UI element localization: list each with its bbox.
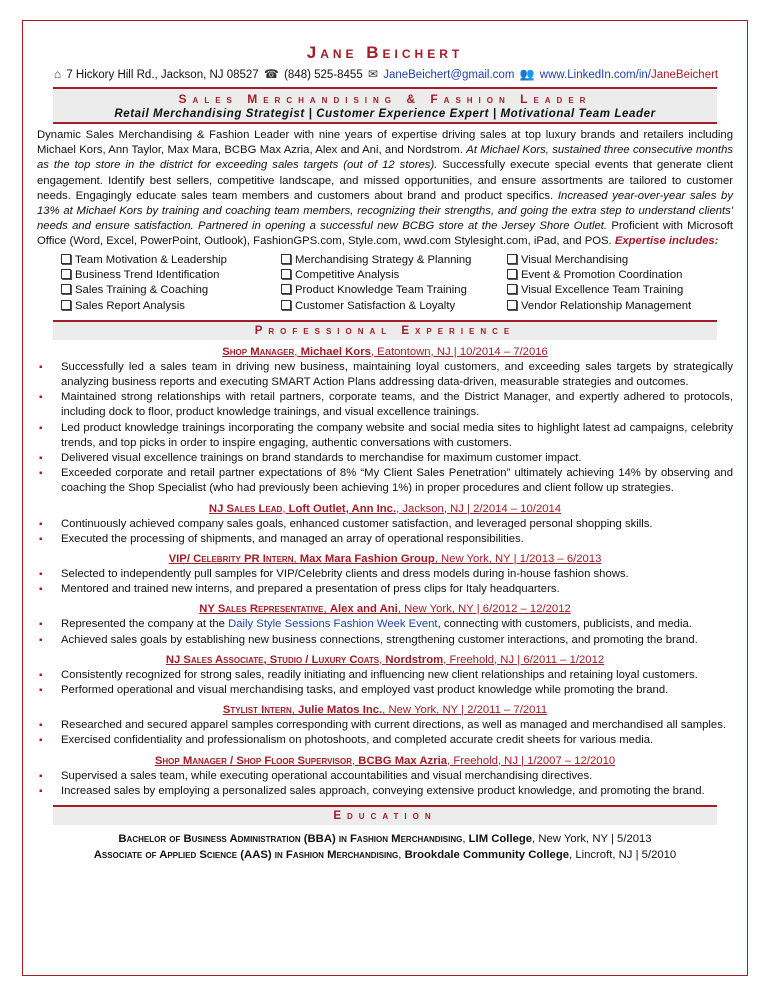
bullet-item: ▪ Led product knowledge trainings incorporating the company website and social media sites to highlight latest ad campaigns, celebrity trends, and top picks in order to inspire engaging, authentic conversations with customers. (37, 421, 733, 451)
checkbox-icon (507, 269, 517, 279)
skill-item: Event & Promotion Coordination (507, 268, 727, 283)
skills-grid (61, 253, 747, 314)
job-heading: Shop Manager / Shop Floor Supervisor, BCBG Max Azria, Freehold, NJ | 1/2007 – 12/2010 (154, 754, 616, 767)
job-bullets (37, 668, 733, 698)
email-link[interactable]: JaneBeichert@gmail.com (383, 69, 515, 81)
checkbox-icon (61, 269, 71, 279)
checkbox-icon (507, 284, 517, 294)
bullet-item: ▪ Supervised a sales team, while executing operational accountabilities and visual merchandising directives. (37, 769, 733, 784)
job-heading: NY Sales Representative, Alex and Ani, New York, NY | 6/2012 – 12/2012 (199, 603, 571, 616)
skill-item: Visual Excellence Team Training (507, 283, 727, 298)
degree-entry: Bachelor of Business Administration (BBA) in Fashion Merchandising, LIM College, New York, NY | 5/2013 (118, 833, 652, 846)
job-bullets (37, 360, 733, 497)
linkedin-link[interactable] (540, 69, 718, 81)
job-company: BCBG Max Azria (358, 754, 448, 767)
phone-icon: ☎ (263, 67, 279, 81)
summary-text: Dynamic Sales Merchandising & Fashion Leader with nine years of expertise driving sales at top luxury brands and retailers including Michael Kors, Ann Taylor, Max Mara, BCBG Max Azria, Alex and Ani, and Nordstrom. (37, 129, 733, 157)
bullet-item: ▪ Successfully led a sales team in driving new business, maintaining loyal customers, and exceeding sales targets by strategically analyzing business reports and executing SMART Action Plans addressing data-driven, measurable strategies and outcomes. (37, 360, 733, 390)
headline-banner (53, 87, 717, 124)
skill-item: Sales Report Analysis (61, 299, 281, 314)
job-details: Jackson, NJ | 2/2014 – 10/2014 (402, 502, 562, 515)
checkbox-icon (281, 300, 291, 310)
envelope-icon: ✉ (367, 67, 378, 81)
linkedin-prefix: www.LinkedIn.com/in/ (539, 69, 651, 81)
job-entry (23, 345, 747, 497)
name-text: Jane Beichert (306, 43, 464, 62)
skill-item: Product Knowledge Team Training (281, 283, 507, 298)
experience-list (23, 345, 747, 799)
bullet-item: ▪ Achieved sales goals by establishing new business connections, strengthening customer interactions, and promoting the brand. (37, 633, 733, 648)
bullet-item: ▪ Selected to independently pull samples for VIP/Celebrity clients and dress models during in-house fashion shows. (37, 567, 733, 582)
bullet-item: ▪ Represented the company at the Daily Style Sessions Fashion Week Event, connecting with customers, publicists, and media. (37, 617, 733, 632)
skill-item: Merchandising Strategy & Planning (281, 253, 507, 268)
expertise-label: Expertise includes: (614, 235, 719, 248)
linkedin-handle: JaneBeichert (650, 69, 719, 81)
job-bullets (37, 718, 733, 748)
job-entry (23, 552, 747, 597)
home-icon: ⌂ (53, 67, 62, 81)
bullet-item: ▪ Consistently recognized for strong sales, readily initiating and influencing new client relationships and retaining loyal customers. (37, 668, 733, 683)
job-entry (23, 653, 747, 698)
job-heading: VIP/ Celebrity PR Intern, Max Mara Fashion Group, New York, NY | 1/2013 – 6/2013 (168, 553, 602, 566)
job-entry (23, 703, 747, 748)
job-bullets (37, 567, 733, 597)
bullet-item: ▪ Increased sales by employing a personalized sales approach, conveying extensive product knowledge, and promoting the brand. (37, 784, 733, 799)
job-company: Loft Outlet, Ann Inc. (288, 502, 397, 515)
bullet-item: ▪ Continuously achieved company sales goals, enhanced customer satisfaction, and leveraged personal shopping skills. (37, 517, 733, 532)
job-role: NY Sales Representative (199, 603, 324, 616)
candidate-name (23, 43, 747, 63)
education-section-header (53, 805, 717, 825)
summary-highlight: Increased year-over-year sales by 13% at Michael Kors by training and coaching team members, recognizing their strengths, and going the extra step to understand clients' needs and ensure satisfaction. Partnered in opening a successful new BCBG store at the Jersey Shore Outlet. (37, 189, 733, 233)
job-heading: NJ Sales Lead, Loft Outlet, Ann Inc., Jackson, NJ | 2/2014 – 10/2014 (208, 502, 562, 515)
contact-line (23, 67, 747, 81)
checkbox-icon (281, 254, 291, 264)
job-details: Freehold, NJ | 1/2007 – 12/2010 (453, 754, 616, 767)
bullet-item: ▪ Maintained strong relationships with retail partners, corporate teams, and the District Manager, and expertly adhered to protocols, including dock to floor, product knowledge trainings, and visual excellence trainings. (37, 390, 733, 420)
skill-item: Visual Merchandising (507, 253, 727, 268)
job-heading: Stylist Intern, Julie Matos Inc., New York, NY | 2/2011 – 7/2011 (222, 704, 548, 717)
event-highlight: Daily Style Sessions Fashion Week Event (228, 618, 438, 631)
job-details: New York, NY | 1/2013 – 6/2013 (441, 553, 602, 566)
checkbox-icon (281, 284, 291, 294)
address-text: 7 Hickory Hill Rd., Jackson, NJ 08527 (66, 69, 259, 81)
job-heading: Shop Manager, Michael Kors, Eatontown, NJ | 10/2014 – 7/2016 (222, 345, 548, 358)
job-company: Max Mara Fashion Group (299, 553, 435, 566)
checkbox-icon (507, 254, 517, 264)
job-role: Stylist Intern (222, 704, 292, 717)
summary-text: Successfully execute special events that generate client engagement. Identify best sellers, competitive landscape, and missed opportunities, and ensure assortments are tailored to customer needs. Engagingly educate sales team members and customers about brand and product specifics. (37, 159, 733, 202)
section-title: Education (53, 807, 717, 825)
job-company: Michael Kors (300, 345, 371, 358)
job-entry (23, 502, 747, 547)
job-bullets (37, 769, 733, 799)
headline-title: Sales Merchandising & Fashion Leader (178, 92, 592, 106)
job-details: Eatontown, NJ | 10/2014 – 7/2016 (377, 345, 548, 358)
education-list (23, 831, 747, 863)
job-details: New York, NY | 2/2011 – 7/2011 (388, 704, 548, 717)
job-role: Shop Manager / Shop Floor Supervisor (154, 754, 353, 767)
divider (53, 122, 717, 124)
section-title: Professional Experience (53, 322, 717, 340)
degree-entry: Associate of Applied Science (AAS) in Fashion Merchandising, Brookdale Community College, Lincroft, NJ | 5/2010 (93, 849, 677, 862)
job-company: Julie Matos Inc. (298, 704, 383, 717)
summary-text: Proficient with Microsoft Office (Word, Excel, PowerPoint, Outlook), FashionGPS.com, Style.com, wwd.com Stylesight.com, iPad, and POS. (37, 220, 733, 248)
job-bullets (37, 517, 733, 547)
skill-item: Team Motivation & Leadership (61, 253, 281, 268)
skill-item: Customer Satisfaction & Loyalty (281, 299, 507, 314)
resume-page (22, 20, 748, 976)
bullet-item: ▪ Delivered visual excellence trainings on brand standards to merchandise for maximum customer impact. (37, 451, 733, 466)
checkbox-icon (61, 284, 71, 294)
job-role: Shop Manager (222, 345, 295, 358)
job-role: NJ Sales Associate, Studio / Luxury Coats (165, 653, 380, 666)
job-details: Freehold, NJ | 6/2011 – 1/2012 (449, 653, 605, 666)
job-role: VIP/ Celebrity PR Intern (168, 553, 294, 566)
job-entry (23, 754, 747, 799)
job-entry (23, 602, 747, 647)
checkbox-icon (61, 254, 71, 264)
skill-item: Vendor Relationship Management (507, 299, 727, 314)
checkbox-icon (281, 269, 291, 279)
bullet-item: ▪ Exceeded corporate and retail partner expectations of 8% “My Client Sales Penetration” ultimately achieving 14% by observing and coaching the Shop Specialist (who had previously been achieving 1%) in proper procedures and client follow up strategies. (37, 466, 733, 496)
phone-text: (848) 525-8455 (284, 69, 363, 81)
checkbox-icon (61, 300, 71, 310)
bullet-item: ▪ Researched and secured apparel samples corresponding with current directions, as well as managed and merchandised all samples. (37, 718, 733, 733)
job-company: Alex and Ani (329, 603, 398, 616)
bullet-item: ▪ Mentored and trained new interns, and prepared a presentation of press clips for Italy headquarters. (37, 582, 733, 597)
summary-paragraph (37, 128, 733, 250)
headline-band (53, 89, 717, 122)
job-company: Nordstrom (385, 653, 444, 666)
checkbox-icon (507, 300, 517, 310)
job-bullets (37, 617, 733, 647)
skill-item: Competitive Analysis (281, 268, 507, 283)
job-heading: NJ Sales Associate, Studio / Luxury Coats, Nordstrom, Freehold, NJ | 6/2011 – 1/2012 (165, 653, 605, 666)
people-icon: 👥 (519, 67, 535, 81)
summary-highlight: At Michael Kors, sustained three consecutive months as the top store in the district for exceeding sales targets (out of 12 stores). (37, 144, 733, 172)
skill-item: Business Trend Identification (61, 268, 281, 283)
bullet-item: ▪ Exercised confidentiality and professionalism on photoshoots, and completed accurate credit sheets for various media. (37, 733, 733, 748)
headline-subtitle: Retail Merchandising Strategist | Customer Experience Expert | Motivational Team Leader (114, 108, 656, 120)
bullet-item: ▪ Performed operational and visual merchandising tasks, and employed vast product knowledge while promoting the brand. (37, 683, 733, 698)
job-role: NJ Sales Lead (208, 502, 283, 515)
skill-item: Sales Training & Coaching (61, 283, 281, 298)
experience-section-header (53, 320, 717, 340)
bullet-item: ▪ Executed the processing of shipments, and managed an array of operational responsibilities. (37, 532, 733, 547)
job-details: New York, NY | 6/2012 – 12/2012 (404, 603, 571, 616)
